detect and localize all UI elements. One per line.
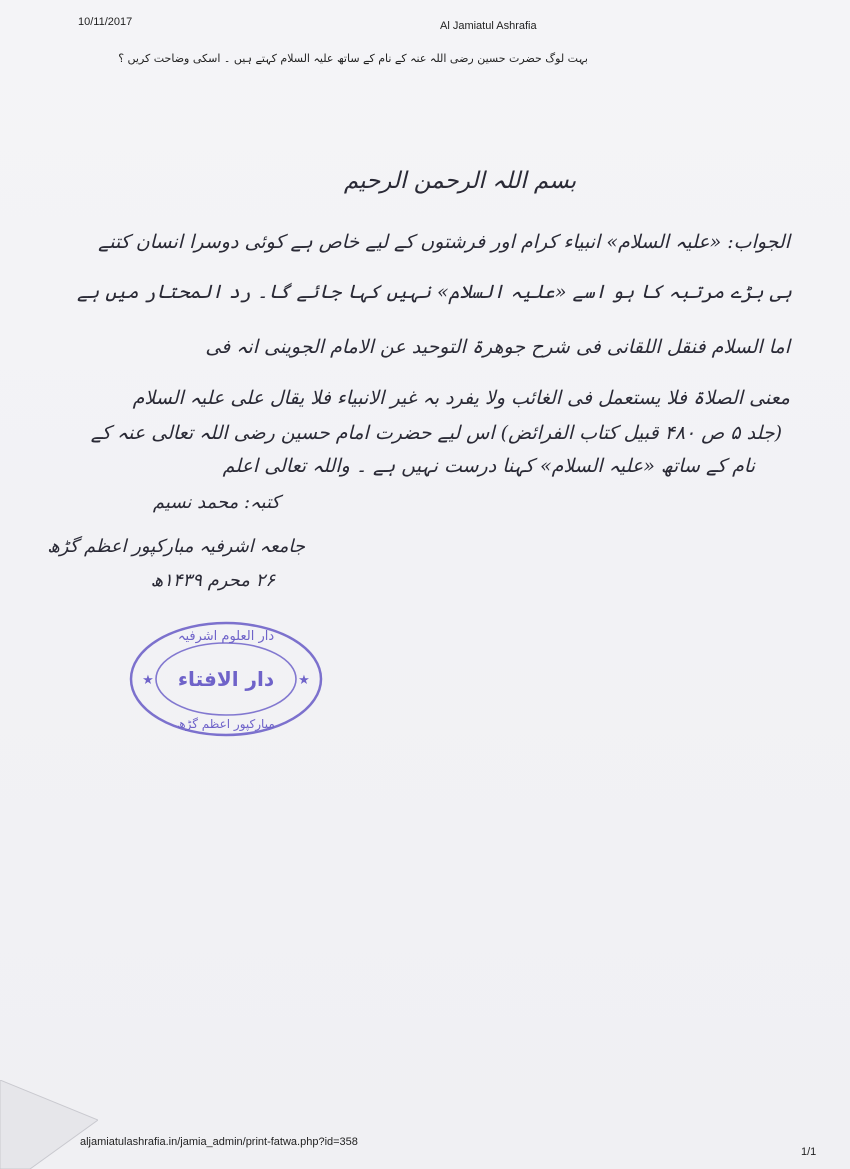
- answer-line-6: نام کے ساتھ «علیہ السلام» کہنا درست نہیں ہے ۔ واللہ تعالی اعلم: [222, 455, 755, 477]
- stamp-bottom-text: مبارکپور اعظم گڑھ: [177, 717, 275, 731]
- signature-writer: کتبہ: محمد نسیم: [152, 492, 280, 513]
- answer-line-5: (جلد ۵ ص ۴۸۰ قبیل کتاب الفرائض) اس لیے حضرت امام حسین رضی اللہ تعالی عنہ کے: [90, 422, 782, 444]
- answer-line-4: معنی الصلاۃ فلا یستعمل فی الغائب ولا یفرد بہ غیر الانبیاء فلا یقال علی علیہ السلام: [132, 387, 790, 409]
- question-text: بہت لوگ حضرت حسین رضی اللہ عنہ کے نام کے ساتھ علیہ السلام کہتے ہیں ۔ اسکی وضاحت کریں ؟: [118, 52, 588, 65]
- page-fold-corner: [0, 1080, 98, 1169]
- answer-line-3: اما السلام فنقل اللقانی فی شرح جوھرۃ التوحید عن الامام الجوینی انہ فی: [205, 336, 790, 358]
- stamp-star-left-icon: ★: [142, 673, 154, 688]
- stamp-star-right-icon: ★: [298, 673, 310, 688]
- stamp-center-text: دار الافتاء: [177, 667, 275, 691]
- darul-ifta-stamp: [128, 620, 324, 738]
- signature-date: ۲۶ محرم ۱۴۳۹ھ: [150, 570, 275, 591]
- bismillah: بسم اللہ الرحمن الرحیم: [343, 168, 577, 194]
- signature-institution: جامعہ اشرفیہ مبارکپور اعظم گڑھ: [47, 536, 305, 557]
- print-date: 10/11/2017: [78, 16, 133, 28]
- stamp-top-text: دار العلوم اشرفیہ: [177, 629, 275, 644]
- footer-page-number: 1/1: [801, 1146, 817, 1158]
- answer-line-2: ہی بڑے مرتبہ کا ہو اسے «علیہ السلام» نہیں کہا جائے گا۔ رد المحتار میں ہے: [76, 281, 792, 303]
- answer-line-1: الجواب: «علیہ السلام» انبیاء کرام اور فرشتوں کے لیے خاص ہے کوئی دوسرا انسان کتنے: [98, 231, 790, 253]
- footer-url: aljamiatulashrafia.in/jamia_admin/print-fatwa.php?id=358: [80, 1136, 358, 1148]
- site-title: Al Jamiatul Ashrafia: [440, 20, 537, 32]
